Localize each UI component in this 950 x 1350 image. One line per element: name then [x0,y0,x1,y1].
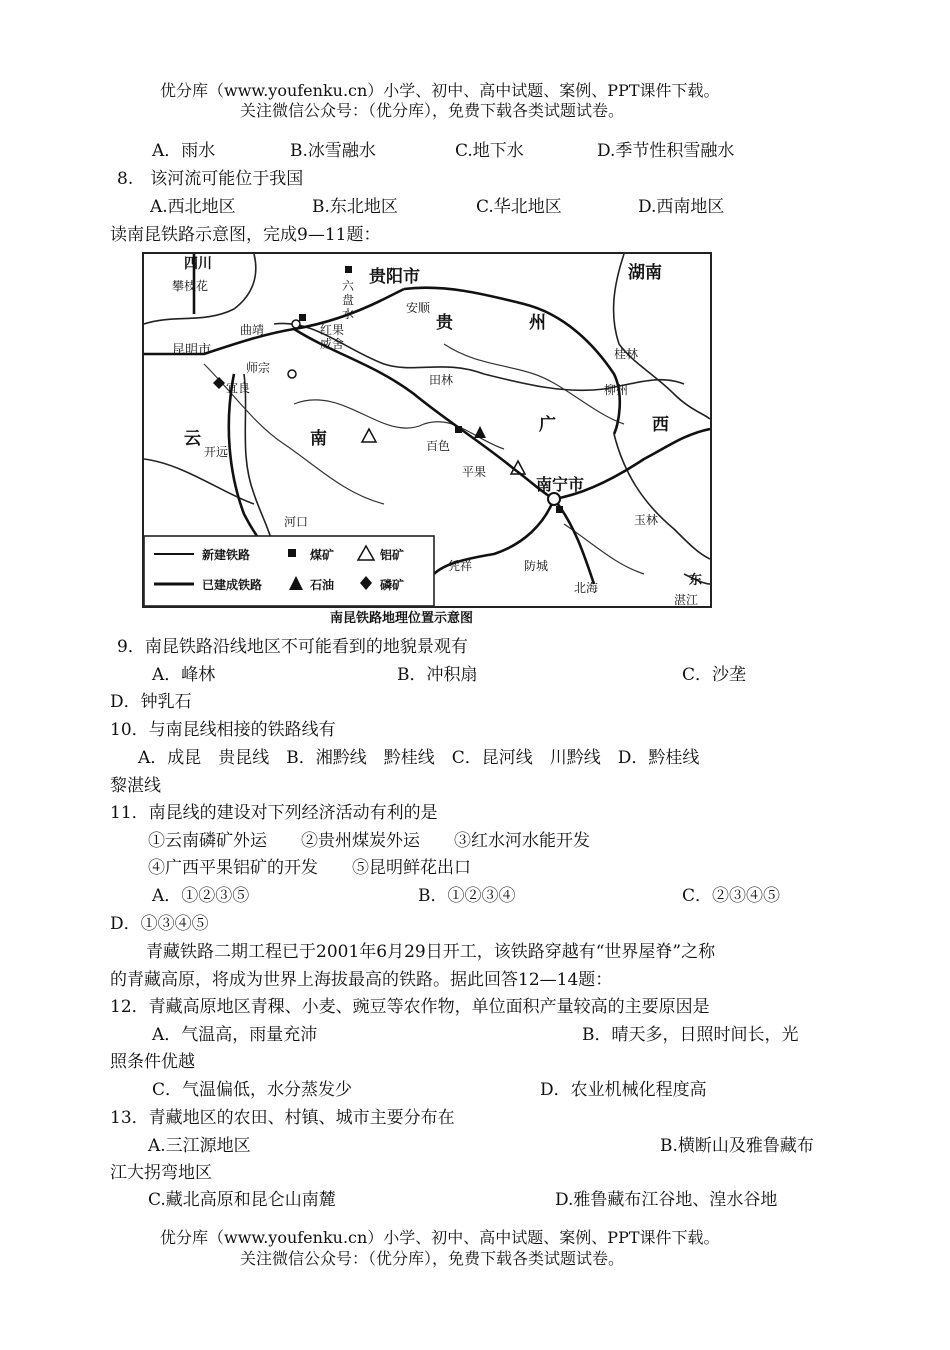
label-guizhou-1: 贵 [436,313,453,333]
q11-option-a: A．①②③⑤ [152,886,250,906]
q12-option-d: D．农业机械化程度高 [540,1080,707,1100]
q9-option-d: D．钟乳石 [110,692,192,712]
q13-option-b-cont: 江大拐弯地区 [110,1163,212,1183]
q12-option-c: C．气温偏低，水分蒸发少 [152,1080,353,1100]
q8-option-a: A.西北地区 [150,197,236,217]
label-pingxiang: 凭祥 [448,559,473,573]
q11-stem: 11．南昆线的建设对下列经济活动有利的是 [110,803,438,823]
label-sichuan: 四川 [184,256,212,272]
label-qujing: 曲靖 [240,323,265,337]
q12-stem: 12．青藏高原地区青稞、小麦、豌豆等农作物，单位面积产量较高的主要原因是 [110,997,710,1017]
intro-9-11: 读南昆铁路示意图，完成9—11题： [110,225,381,245]
q12-option-a: A．气温高，雨量充沛 [152,1025,318,1045]
label-pingguo: 平果 [462,465,487,479]
label-guang: 广 [539,415,556,435]
label-kunming: 昆明市 [172,343,212,358]
q10-options-cont: 黎湛线 [110,776,161,796]
q8-option-b: B.东北地区 [312,197,398,217]
q13-option-d: D.雅鲁藏布江谷地、湟水谷地 [555,1190,778,1210]
q9-option-c: C．沙垄 [682,665,747,685]
header-line-2: 关注微信公众号：（优分库），免费下载各类试题试卷。 [240,101,625,120]
label-kaiyuan: 开远 [204,445,229,459]
q11-option-d: D．①③④⑤ [110,914,209,934]
legend-new-rail: 新建铁路 [202,548,251,562]
label-shizong: 师宗 [246,361,271,375]
q9-option-b: B．冲积扇 [397,665,478,685]
label-liupanshui-2: 盘 [342,293,355,307]
label-liupanshui-1: 六 [342,279,355,293]
nankun-railway-map [142,252,712,608]
label-xi: 西 [652,415,669,435]
label-anshun: 安顺 [406,301,431,315]
q12-option-b: B．晴天多，日照时间长，光 [582,1025,799,1045]
map-caption: 南昆铁路地理位置示意图 [330,611,474,626]
q13-option-b: B.横断山及雅鲁藏布 [660,1136,814,1156]
q7-option-c: C.地下水 [455,141,524,161]
intro-12-14-line-1: 青藏铁路二期工程已于2001年6月29日开工，该铁路穿越有“世界屋脊”之称 [146,942,716,962]
label-panzhihua: 攀枝花 [172,279,209,293]
label-weishe: 威舍 [320,337,345,351]
q11-items-1: ①云南磷矿外运 ②贵州煤炭外运 ③红水河水能开发 [148,831,590,851]
q12-option-b-cont: 照条件优越 [110,1052,195,1072]
label-hongguo: 红果 [320,323,345,337]
label-nanning: 南宁市 [536,475,585,494]
q10-options: A．成昆 贵昆线 B．湘黔线 黔桂线 C．昆河线 川黔线 D．黔桂线 [138,748,700,768]
label-yulin: 玉林 [634,513,659,527]
q13-option-c: C.藏北高原和昆仑山南麓 [148,1190,336,1210]
label-nan: 南 [310,429,327,449]
legend-old-rail: 已建成铁路 [202,578,263,592]
label-dong: 东 [689,573,703,588]
label-liuzhou: 柳州 [604,383,629,397]
label-zhanjiang: 湛江 [674,593,699,606]
q13-option-a: A.三江源地区 [148,1136,251,1156]
label-hunan: 湖南 [628,263,662,283]
label-liupanshui-3: 水 [342,307,355,321]
label-yunnan: 云 [184,429,201,449]
q8-option-c: C.华北地区 [476,197,562,217]
label-guilin: 桂林 [614,347,639,361]
q7-option-a: A．雨水 [152,141,216,161]
legend-oil: 石油 [310,578,335,592]
label-guizhou-2: 州 [529,313,546,333]
q11-option-c: C．②③④⑤ [682,886,781,906]
q7-option-b: B.冰雪融水 [290,141,376,161]
legend-aluminum: 铝矿 [380,548,405,562]
header-line-1: 优分库（www.youfenku.cn）小学、初中、高中试题、案例、PPT课件下载。 [160,81,720,100]
q10-stem: 10．与南昆线相接的铁路线有 [110,720,336,740]
q8-option-d: D.西南地区 [638,197,725,217]
map-labels [144,254,710,606]
label-yiliang: 宜良 [226,381,251,395]
label-baise: 百色 [426,439,451,453]
legend-phosphorus: 磷矿 [380,578,405,592]
label-guiyang: 贵阳市 [369,267,420,287]
label-hekou: 河口 [284,515,309,529]
label-tianlin: 田林 [429,373,454,387]
intro-12-14-line-2: 的青藏高原，将成为世界上海拔最高的铁路。据此回答12—14题： [110,970,613,990]
q8-stem: 8. 该河流可能位于我国 [117,169,304,189]
q9-option-a: A．峰林 [152,665,216,685]
label-beihai: 北海 [574,581,599,595]
q11-option-b: B．①②③④ [418,886,516,906]
q7-option-d: D.季节性积雪融水 [597,141,735,161]
label-fangcheng: 防城 [524,559,549,573]
legend-coal: 煤矿 [310,548,335,562]
q9-stem: 9．南昆铁路沿线地区不可能看到的地貌景观有 [117,637,468,657]
q11-items-2: ④广西平果铝矿的开发 ⑤昆明鲜花出口 [148,858,471,878]
footer-line-2: 关注微信公众号：（优分库），免费下载各类试题试卷。 [240,1249,625,1268]
footer-line-1: 优分库（www.youfenku.cn）小学、初中、高中试题、案例、PPT课件下载。 [160,1228,720,1247]
q13-stem: 13．青藏地区的农田、村镇、城市主要分布在 [110,1108,455,1128]
